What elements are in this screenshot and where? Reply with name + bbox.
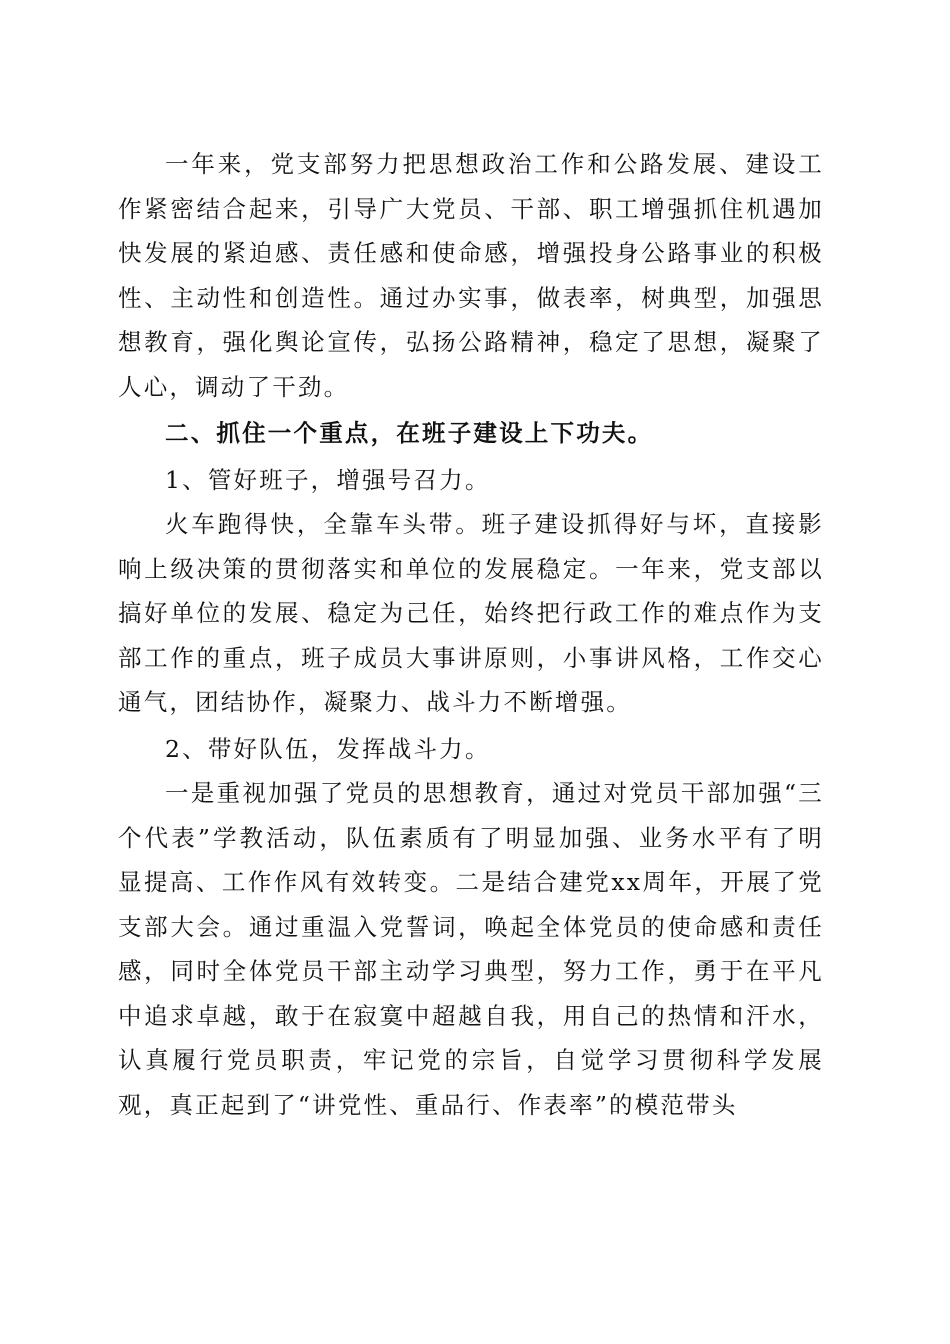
paragraph-intro: 一年来，党支部努力把思想政治工作和公路发展、建设工作紧密结合起来，引导广大党员、干部、职工增强抓住机遇加快发展的紧迫感、责任感和使命感，增强投身公路事业的积极性、主动性和创造性。通过办实事，做表率，树典型，加强思想教育，强化舆论宣传，弘扬公路精神，稳定了思想，凝聚了人心，调动了干劲。 [118, 150, 824, 401]
section-heading: 二、抓住一个重点，在班子建设上下功夫。 [165, 419, 654, 447]
document-body [118, 142, 824, 1127]
subheading-2: 2、带好队伍，发挥战斗力。 [165, 734, 491, 763]
paragraph-leadership: 火车跑得快，全靠车头带。班子建设抓得好与坏，直接影响上级决策的贯彻落实和单位的发展稳定。一年来，党支部以搞好单位的发展、稳定为己任，始终把行政工作的难点作为支部工作的重点，班子成员大事讲原则，小事讲风格，工作交心通气，团结协作，凝聚力、战斗力不断增强。 [118, 510, 824, 716]
subheading-1: 1、管好班子，增强号召力。 [165, 465, 491, 494]
paragraph-team: 一是重视加强了党员的思想教育，通过对党员干部加强“三个代表”学教活动，队伍素质有了明显加强、业务水平有了明显提高、工作作风有效转变。二是结合建党xx周年，开展了党支部大会。通过重温入党誓词，唤起全体党员的使命感和责任感，同时全体党员干部主动学习典型，努力工作，勇于在平凡中追求卓越，敢于在寂寞中超越自我，用自己的热情和汗水，认真履行党员职责，牢记党的宗旨，自觉学习贯彻科学发展观，真正起到了“讲党性、重品行、作表率”的模范带头 [118, 779, 824, 1119]
